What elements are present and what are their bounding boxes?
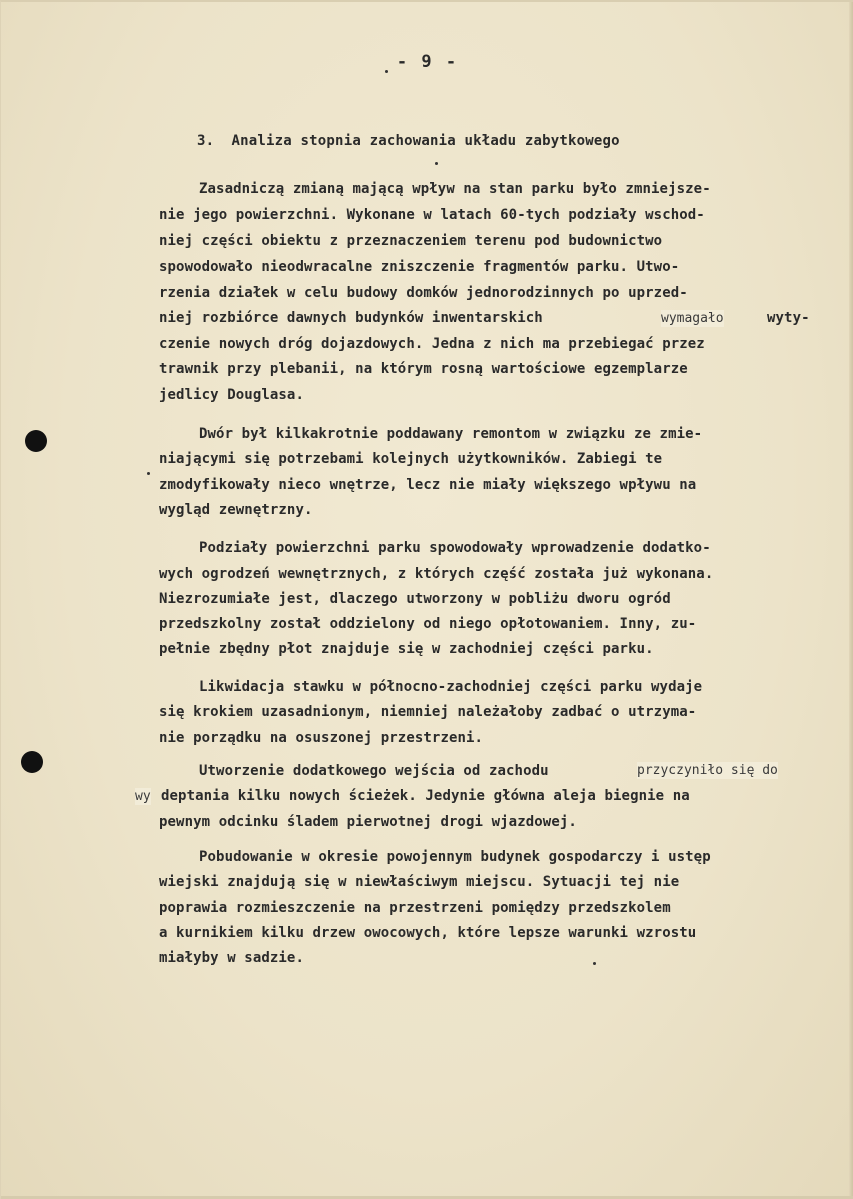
page-edge [849,2,853,1199]
text-line: wych ogrodzeń wewnętrznych, z których część została już wykonana. [159,566,714,582]
text-line: spowodowało nieodwracalne zniszczenie fragmentów parku. Utwo- [159,259,680,275]
text-line: czenie nowych dróg dojazdowych. Jedna z nich ma przebiegać przez [159,336,705,352]
typed-correction: przyczyniło się do [637,763,778,778]
text-line: rzenia działek w celu budowy domków jednorodzinnych po uprzed- [159,285,688,301]
text-line: Utworzenie dodatkowego wejścia od zachodu [199,763,549,779]
text-line: przedszkolny został oddzielony od niego opłotowaniem. Inny, zu- [159,616,697,632]
text-line: niającymi się potrzebami kolejnych użytkowników. Zabiegi te [159,451,663,467]
section-heading: 3. Analiza stopnia zachowania układu zabytkowego [197,133,620,149]
typed-correction: wy [135,789,151,804]
text-line: pewnym odcinku śladem pierwotnej drogi wjazdowej. [159,814,577,830]
text-line: nie porządku na osuszonej przestrzeni. [159,730,484,746]
text-line: nie jego powierzchni. Wykonane w latach 60-tych podziały wschod- [159,207,705,223]
text-line: Podziały powierzchni parku spowodowały wprowadzenie dodatko- [199,540,711,556]
page-number: - 9 - [396,52,459,72]
text-line: deptania kilku nowych ścieżek. Jedynie główna aleja biegnie na [161,788,690,804]
text-line: pełnie zbędny płot znajduje się w zachodniej części parku. [159,641,654,657]
text-line: poprawia rozmieszczenie na przestrzeni pomiędzy przedszkolem [159,900,671,916]
punch-hole [25,430,47,452]
text-line: Pobudowanie w okresie powojennym budynek gospodarczy i ustęp [199,849,711,865]
speck [147,472,150,475]
text-line: miałyby w sadzie. [159,950,304,966]
text-line: niej części obiektu z przeznaczeniem terenu pod budownictwo [159,233,663,249]
text-line: trawnik przy plebanii, na którym rosną wartościowe egzemplarze [159,361,688,377]
text-line: Niezrozumiałe jest, dlaczego utworzony w pobliżu dworu ogród [159,591,671,607]
text-line: wiejski znajdują się w niewłaściwym miejscu. Sytuacji tej nie [159,874,680,890]
punch-hole [21,751,43,773]
text-line: zmodyfikowały nieco wnętrze, lecz nie miały większego wpływu na [159,477,697,493]
speck [435,162,438,165]
text-line: wygląd zewnętrzny. [159,502,313,518]
speck [593,962,596,965]
text-line: Likwidacja stawku w północno-zachodniej części parku wydaje [199,679,703,695]
text-line: niej rozbiórce dawnych budynków inwentarskich [159,310,543,326]
text-line: jedlicy Douglasa. [159,387,304,403]
text-line: się krokiem uzasadnionym, niemniej należałoby zadbać o utrzyma- [159,704,697,720]
typed-correction: wymagało [661,311,724,326]
text-line: Zasadniczą zmianą mającą wpływ na stan parku było zmniejsze- [199,181,711,197]
text-line: a kurnikiem kilku drzew owocowych, które lepsze warunki wzrostu [159,925,697,941]
text-line: wyty- [767,310,810,326]
text-line: Dwór był kilkakrotnie poddawany remontom w związku ze zmie- [199,426,703,442]
